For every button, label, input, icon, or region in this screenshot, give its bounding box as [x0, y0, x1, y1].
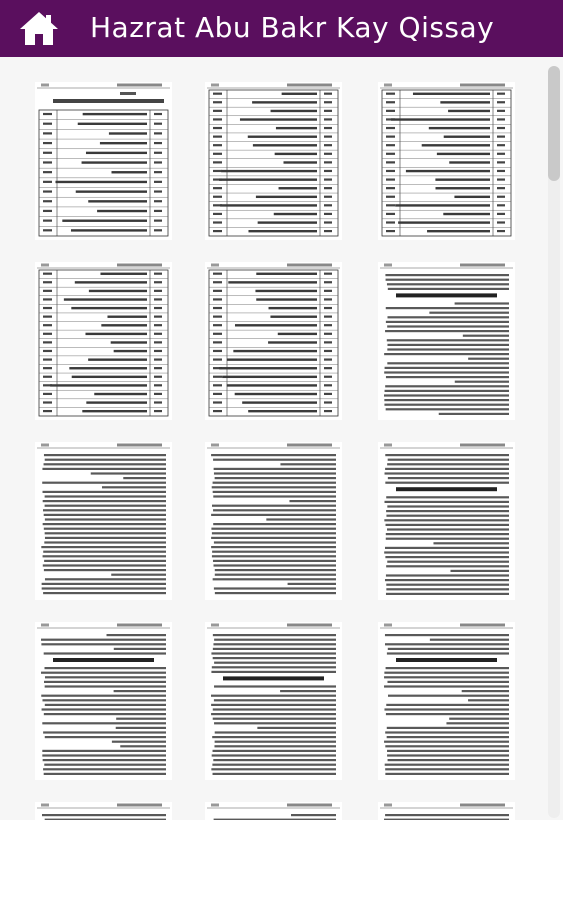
page-thumbnail[interactable]	[205, 622, 342, 780]
page-thumbnail[interactable]	[35, 262, 172, 420]
scrollbar[interactable]	[545, 64, 563, 820]
page-thumbnail[interactable]	[205, 262, 342, 420]
page-thumbnail[interactable]	[205, 442, 342, 600]
app-title: Hazrat Abu Bakr Kay Qissay	[90, 11, 495, 44]
page-thumbnail[interactable]	[35, 82, 172, 240]
page-thumbnail[interactable]	[205, 802, 342, 820]
page-thumbnail[interactable]	[35, 622, 172, 780]
page-thumbnail[interactable]	[378, 262, 515, 420]
home-icon[interactable]	[18, 9, 60, 47]
scrollbar-thumb[interactable]	[548, 66, 560, 181]
page-thumbnail[interactable]	[378, 622, 515, 780]
page-thumbnail[interactable]	[378, 442, 515, 600]
page-thumbnail[interactable]	[378, 802, 515, 820]
page-grid-scroll-area[interactable]	[0, 57, 563, 820]
app-bar	[0, 0, 563, 57]
page-thumbnail[interactable]	[35, 442, 172, 600]
bottom-blank-area	[0, 820, 563, 900]
page-thumbnail[interactable]	[378, 82, 515, 240]
page-thumbnail[interactable]	[205, 82, 342, 240]
page-thumbnail[interactable]	[35, 802, 172, 820]
